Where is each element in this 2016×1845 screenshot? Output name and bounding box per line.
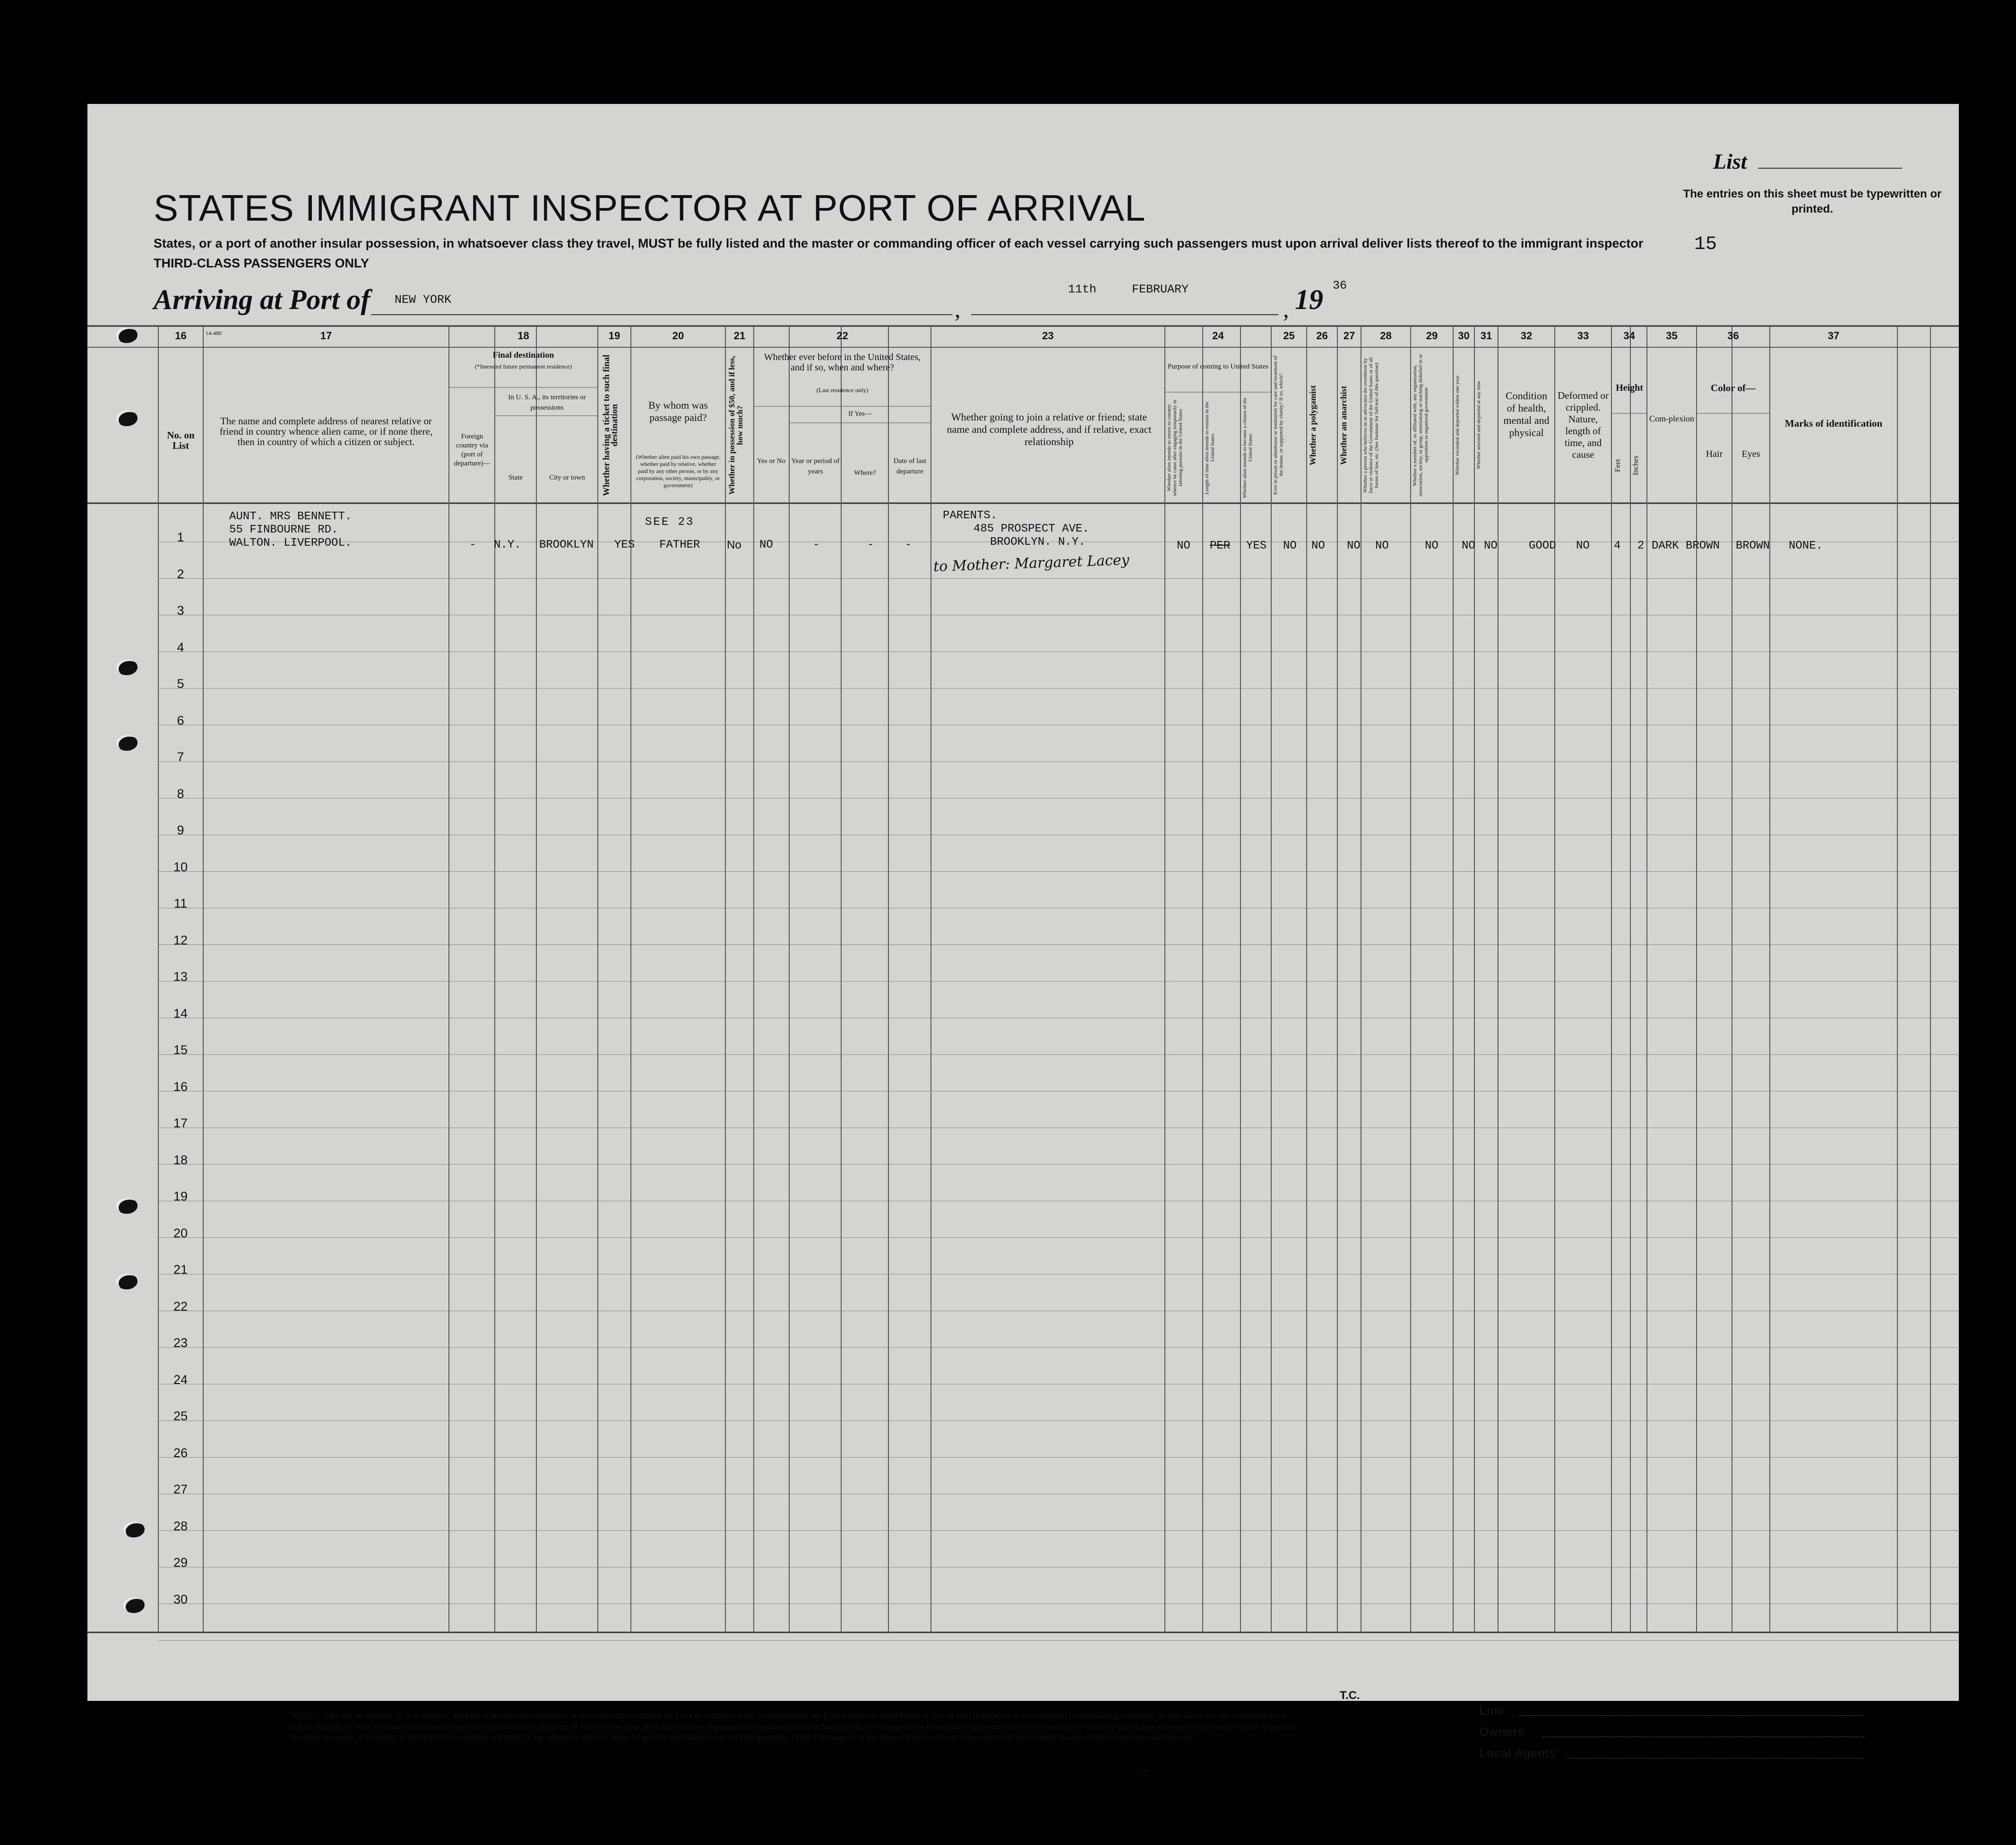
header-q30: Whether excluded and deported within one year	[1455, 375, 1460, 475]
header-relative-address: The name and complete address of nearest relative or friend in country whence alien came, or if none there, then in country of which a citizen or subject.	[219, 415, 433, 447]
column-number-33: 33	[1577, 330, 1589, 342]
row-number: 26	[173, 1445, 188, 1460]
header-no-on-list: No. on List	[167, 429, 195, 451]
q29: NO	[1425, 540, 1439, 552]
column-number-37: 37	[1827, 330, 1840, 342]
header-city: City or town	[549, 474, 585, 481]
binder-hole	[116, 327, 138, 343]
owners-underline	[1543, 1736, 1864, 1737]
column-number-26: 26	[1316, 330, 1328, 342]
row-number: 6	[177, 713, 184, 728]
column-number-28: 28	[1380, 330, 1392, 342]
column-number-32: 32	[1520, 330, 1533, 342]
column-number-27: 27	[1343, 330, 1355, 342]
header-q31: Whether arrested and deported at any time	[1476, 381, 1482, 470]
row-number: 9	[177, 823, 184, 837]
header-foreign-country: Foreign country via (port of departure)—	[454, 433, 491, 467]
join-line-3: BROOKLYN. N.Y.	[990, 536, 1086, 549]
arriving-label: Arriving at Port of	[154, 284, 370, 315]
column-number-19: 19	[608, 330, 620, 342]
column-number-34: 34	[1623, 330, 1635, 342]
dest-city: BROOKLYN	[539, 539, 594, 551]
q28: NO	[1375, 540, 1389, 552]
comma: ,	[955, 296, 961, 322]
before-where: -	[867, 539, 874, 551]
column-number-18: 18	[517, 330, 529, 342]
header-purpose-length: Length of time alien intends to remain in the United States	[1204, 401, 1215, 494]
header-yes-or-no: Yes or No	[757, 457, 786, 465]
arrival-month: FEBRUARY	[1132, 283, 1189, 296]
column-number-22: 22	[836, 330, 848, 342]
column-number-31: 31	[1480, 330, 1492, 342]
hair-color: BROWN	[1686, 540, 1720, 552]
header-inches: Inches	[1632, 455, 1640, 475]
header-purpose-return: Whether alien intends to return to country whence he came after engaging temporarily in laboring pursuits in the United States	[1166, 399, 1183, 496]
header-passage-paid: By whom was passage paid?	[648, 399, 708, 423]
before-date: -	[905, 539, 912, 551]
polygamist: NO	[1311, 540, 1325, 552]
join-line-1: PARENTS.	[943, 509, 998, 522]
header-if-yes: If Yes—	[848, 410, 872, 418]
header-prison: Ever in prison or almshouse or institution for care and treatment of the insane, or supported by charity? If so, which?	[1273, 355, 1284, 495]
row-number: 7	[177, 750, 184, 764]
join-handwritten: to Mother: Margaret Lacey	[933, 551, 1130, 575]
row-number: 20	[173, 1226, 188, 1240]
header-year: Year or period of years	[791, 457, 840, 475]
header-polygamist: Whether a polygamist	[1308, 385, 1318, 465]
row-number: 30	[173, 1592, 188, 1606]
binder-hole	[116, 659, 138, 675]
identification-marks: NONE.	[1789, 540, 1823, 552]
money: No	[727, 539, 741, 551]
footer-form-code: 14-480	[1132, 1767, 1148, 1774]
header-ever-before: Whether ever before in the United States, and if so, when and where?	[764, 352, 921, 373]
header-ever-before-note: (Last residence only)	[816, 386, 869, 394]
binder-hole	[116, 410, 138, 426]
row-number: 19	[173, 1189, 188, 1203]
row-number: 29	[173, 1555, 188, 1570]
column-number-20: 20	[672, 330, 684, 342]
binder-hole	[116, 735, 138, 751]
prison: NO	[1283, 540, 1297, 552]
header-where: Where?	[854, 469, 876, 477]
row-number: 16	[173, 1079, 188, 1094]
year-prefix: 19	[1295, 284, 1323, 315]
year-suffix: 36	[1333, 279, 1347, 292]
header-feet: Feet	[1614, 459, 1622, 472]
form-code: 14-480	[206, 330, 222, 336]
join-line-2: 485 PROSPECT AVE.	[974, 523, 1089, 535]
row-number: 28	[173, 1519, 188, 1533]
header-complexion: Com-plexion	[1649, 414, 1694, 423]
row-number: 21	[173, 1262, 188, 1277]
column-number-30: 30	[1458, 330, 1470, 342]
dest-state: N.Y.	[494, 539, 521, 551]
column-number-35: 35	[1666, 330, 1678, 342]
header-state: State	[508, 474, 523, 481]
question-28-footnote: NOTE.—Full text of question 28 is as follows: Whether a person who believes in or advocates the overthrow by force or violence of the Government of the United States or of all forms of law, or who disbelieves in or is opposed to organized government, or who advocates the assassination of public officials, or who advocates or teaches the unlawful destruction of property, or is a member of or affiliated with any organization entertaining and teaching disbelief in or opposition to organized government or which teaches the unlawful destruction of property, or who advocates or teaches the duty, necessity, or propriety of the unlawful assaulting or killing of any officer or officers, either of specific individuals or of officers generally, of the Government of the United States or of any other organized government because of his or their official character.	[291, 1711, 1295, 1742]
header-purpose-citizen: Whether alien intends to become a citizen of the United States	[1242, 397, 1253, 498]
row-number: 18	[173, 1152, 188, 1167]
column-number-29: 29	[1426, 330, 1438, 342]
header-passage-paid-note: (Whether alien paid his own passage, whether paid by relative, whether paid by any other person, or by any corporation, society, municipality, or government)	[636, 454, 721, 489]
owners-label: Owners	[1479, 1725, 1525, 1739]
row-number: 2	[177, 566, 184, 581]
tc-mark: T.C.	[1340, 1689, 1360, 1702]
row-number: 3	[177, 603, 184, 618]
before-yesno: NO	[759, 539, 773, 551]
header-fifty-dollars: Whether in possession of $50, and if less, how much?	[727, 356, 744, 495]
agents-underline	[1567, 1758, 1864, 1759]
row-number: 17	[173, 1116, 188, 1130]
row-number: 1	[177, 530, 184, 544]
health: GOOD	[1529, 540, 1556, 552]
header-date-departure: Date of last departure	[893, 457, 927, 475]
row-number: 27	[173, 1482, 188, 1496]
return-intent: NO	[1177, 540, 1190, 552]
line-label: Line	[1479, 1703, 1505, 1717]
height-inches: 2	[1637, 540, 1645, 552]
arrival-day: 11th	[1068, 283, 1097, 296]
eye-color: BROWN	[1736, 540, 1770, 552]
height-feet: 4	[1614, 540, 1621, 552]
column-number-23: 23	[1042, 330, 1054, 342]
row-number: 4	[177, 640, 184, 654]
relative-line-2: 55 FINBOURNE RD.	[229, 523, 338, 536]
ticket: YES	[614, 539, 635, 551]
row-number: 8	[177, 786, 184, 801]
sheet-number: 15	[1694, 234, 1717, 255]
list-label: List	[1713, 149, 1747, 173]
manifest-sheet	[87, 104, 1959, 1774]
row-number: 11	[173, 896, 188, 910]
header-ticket: Whether having a ticket to such final destination	[602, 354, 620, 496]
citizen-intent: YES	[1246, 540, 1267, 552]
q31: NO	[1484, 540, 1498, 552]
row-number: 25	[173, 1409, 188, 1423]
header-join-relative: Whether going to join a relative or friend; state name and complete address, and if relative, exact relationship	[947, 411, 1152, 447]
row-number: 13	[173, 970, 188, 984]
instructions-text: States, or a port of another insular possession, in whatsoever class they travel, MUST be fully listed and the master or commanding officer of each vessel carrying such passengers must upon arrival deliver lists thereof to the immigrant inspector	[154, 236, 1644, 250]
row-number: 22	[173, 1299, 188, 1313]
grid-lines	[87, 104, 1959, 1701]
class-line: THIRD-CLASS PASSENGERS ONLY	[154, 256, 370, 270]
row-number: 23	[173, 1336, 188, 1350]
column-number-25: 25	[1283, 330, 1295, 342]
page-title: STATES IMMIGRANT INSPECTOR AT PORT OF ARRIVAL	[154, 187, 1146, 229]
row-number: 24	[173, 1372, 188, 1387]
column-number-16: 16	[175, 330, 187, 342]
header-eyes: Eyes	[1741, 449, 1760, 459]
see-note: SEE 23	[645, 516, 695, 529]
entries-note: The entries on this sheet must be typewritten or printed.	[1683, 188, 1942, 215]
binder-hole	[116, 1198, 138, 1214]
binder-hole	[123, 1597, 145, 1613]
column-number-24: 24	[1212, 330, 1224, 342]
header-final-destination-note: (*Intended future permanent residence)	[474, 363, 572, 370]
column-number-21: 21	[733, 330, 746, 342]
port-value: NEW YORK	[395, 293, 452, 307]
header-hair: Hair	[1706, 449, 1723, 459]
relative-line-1: AUNT. MRS BENNETT.	[229, 510, 352, 523]
length-stay: PER	[1210, 540, 1231, 552]
header-q28: Whether a person who believes in or advocates the overthrow by force or violence of the Government of the United States or of all forms of law, etc. (See footnote for full text of this question)	[1362, 357, 1379, 493]
header-height: Height	[1616, 383, 1643, 393]
header-health: Condition of health, mental and physical	[1503, 390, 1550, 438]
header-purpose: Purpose of coming to United States	[1168, 363, 1268, 370]
row-number: 5	[177, 677, 184, 691]
binder-hole	[116, 1273, 138, 1289]
deformed: NO	[1576, 540, 1590, 552]
header-color-of: Color of—	[1711, 382, 1756, 394]
header-final-destination: Final destination	[492, 350, 554, 360]
row-number: 10	[173, 859, 188, 874]
line-underline	[1519, 1715, 1864, 1716]
foreign-via: -	[469, 539, 476, 551]
header-anarchist: Whether an anarchist	[1339, 386, 1348, 465]
header-q29: Whether a member of, or affiliated with, any organization, association, society, or group, entertaining or teaching disbelief in or opposition to organized government	[1412, 354, 1429, 497]
header-deformed: Deformed or crippled. Nature, length of time, and cause	[1558, 390, 1609, 460]
row-number: 14	[173, 1006, 188, 1021]
column-number-36: 36	[1727, 330, 1739, 342]
paid-by: FATHER	[659, 539, 700, 551]
column-number-17: 17	[320, 330, 332, 342]
relative-line-3: WALTON. LIVERPOOL.	[229, 537, 352, 549]
header-in-usa: In U. S. A., its territories or possessions	[508, 394, 586, 412]
binder-hole	[123, 1521, 145, 1537]
complexion: DARK	[1652, 540, 1679, 552]
row-number: 12	[173, 933, 188, 947]
row-number: 15	[173, 1043, 188, 1057]
header-marks: Marks of identification	[1784, 418, 1883, 429]
q30: NO	[1462, 540, 1475, 552]
before-year: -	[813, 539, 820, 551]
local-agents-label: Local Agents	[1479, 1746, 1556, 1760]
comma-2: ,	[1283, 296, 1289, 322]
anarchist: NO	[1347, 540, 1361, 552]
